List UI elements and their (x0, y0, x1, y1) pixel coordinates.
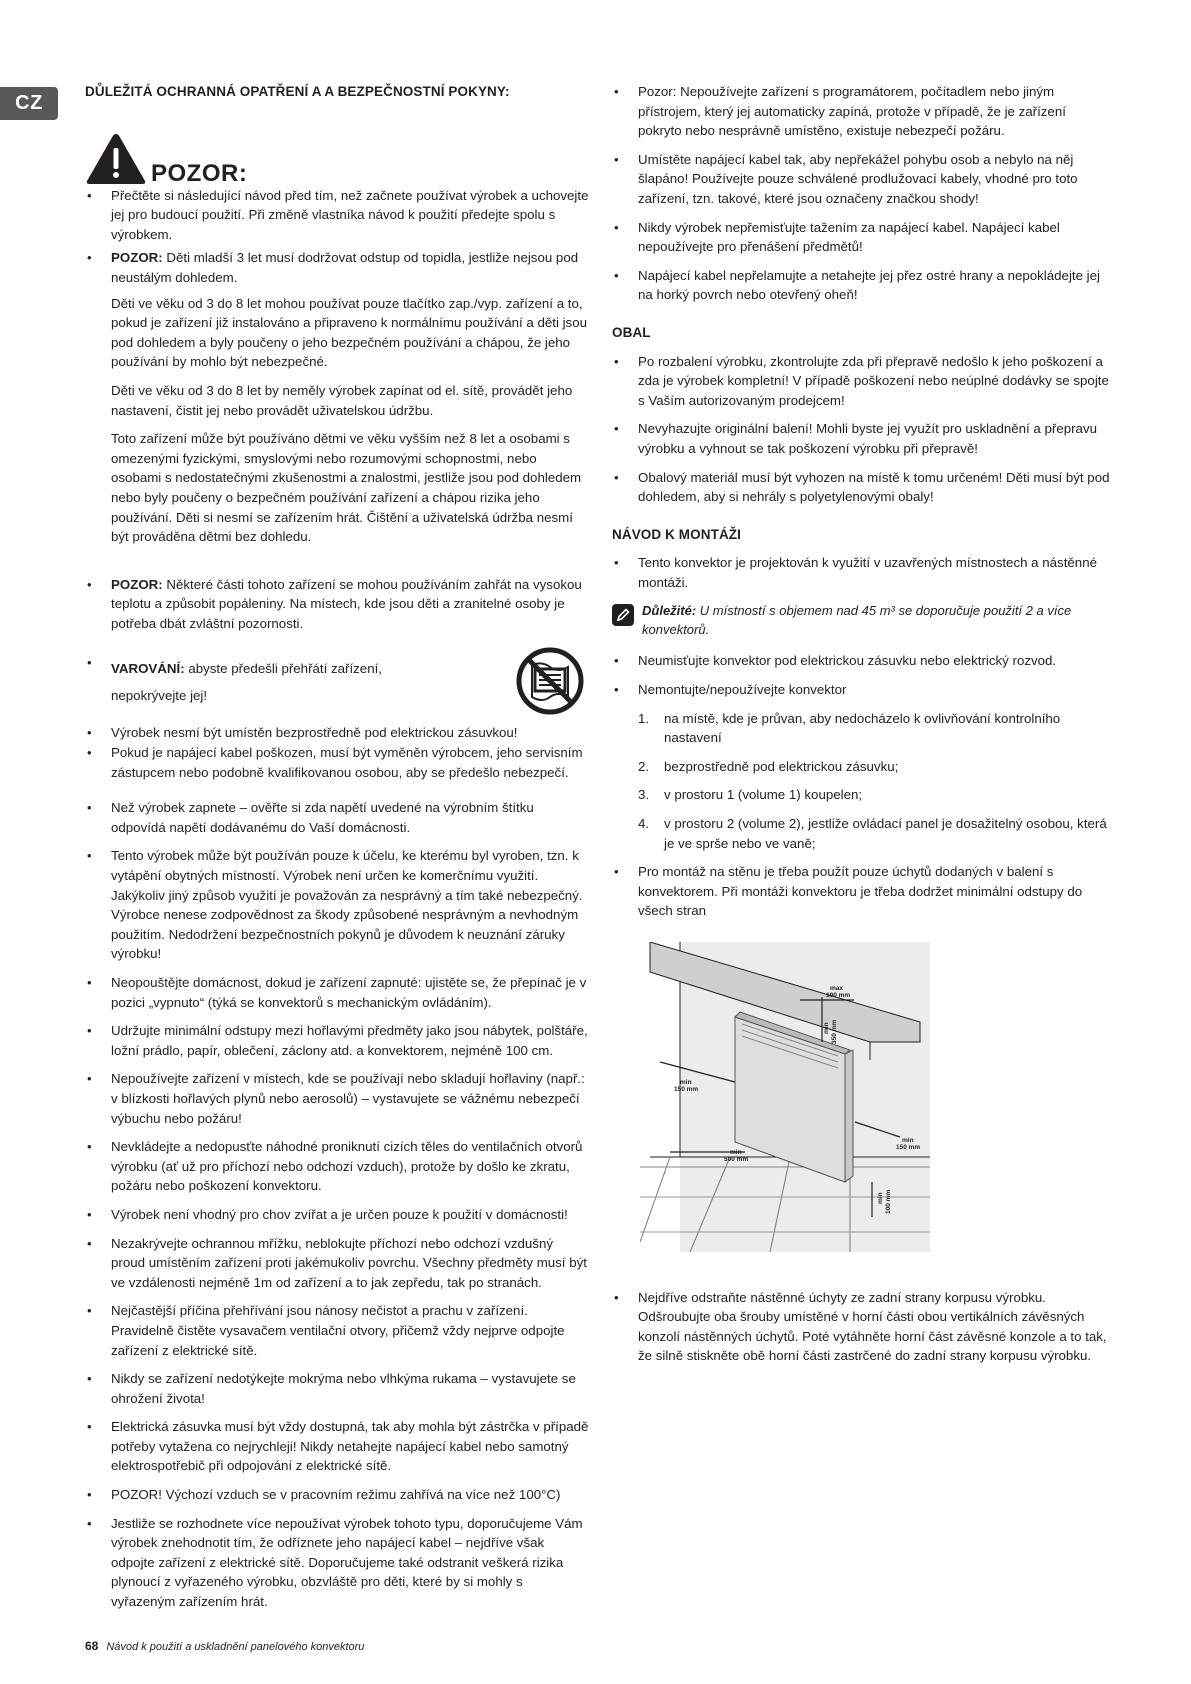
numbered-item (638, 757, 1112, 777)
do-not-cover-icon (516, 647, 584, 715)
item-number: 1. (638, 710, 650, 726)
list-item: • Nikdy se zařízení nedotýkejte mokrýma nebo vlhkýma rukama – vystavujete se ohrožení života! (85, 1369, 590, 1408)
list-item: • Pro montáž na stěnu je třeba použít pouze úchytů dodaných v balení s konvektorem. Při montáži konvektoru je třeba dodržet minimální odstupy do všech stran (612, 862, 1112, 921)
list-item: • Tento konvektor je projektován k využití v uzavřených místnostech a nástěnné montáži. (612, 553, 1112, 592)
list-text: nepokrývejte jej! (111, 688, 208, 704)
list-item: • Udržujte minimální odstupy mezi hořlavými předměty jako jsou nábytek, polštáře, ložní prádlo, papír, oblečení, záclony atd. a konvektorem, nejméně 100 cm. (85, 1021, 590, 1060)
list-item: • Pokud je napájecí kabel poškozen, musí být vyměněn výrobcem, jeho servisním zástupcem nebo podobně kvalifikovanou osobou, aby se předešlo nebezpečí. (85, 743, 590, 782)
numbered-item (638, 785, 1112, 805)
label-right-distance: 150 mm (896, 1144, 921, 1151)
list-item: • Neopouštějte domácnost, dokud je zařízení zapnuté: ujistěte se, že přepínač je v pozici „vypnuto“ (týká se konvektorů s mechanickým ovládáním). (85, 973, 590, 1012)
label-min-left: min (680, 1079, 692, 1086)
packaging-heading: OBAL (612, 324, 651, 340)
list-item: • Nepoužívejte zařízení v místech, kde se používají nebo skladují hořlaviny (např.: v blízkosti hořlavých plynů nebo aerosolů) – vystavujete se vážnému nebezpečí výbuchu nebo požáru! (85, 1069, 590, 1128)
list-item: • Nejčastější příčina přehřívání jsou nánosy nečistot a prachu v zařízení. Pravidelně čistěte vysavačem ventilační otvory, přičemž vždy nejprve odpojte zařízení z elektrické sítě. (85, 1301, 590, 1360)
list-item: • Přečtěte si následující návod před tím, než začnete používat výrobek a uchovejte jej pro budoucí použití. Při změně vlastníka návod k použití předejte spolu s výrobkem. (85, 186, 590, 245)
list-item (85, 653, 590, 705)
numbered-list (612, 709, 1112, 854)
list-text: Děti mladší 3 let musí dodržovat odstup od topidla, jestliže nejsou pod neustálým dohledem. (111, 250, 579, 285)
list-item: • Elektrická zásuvka musí být vždy dostupná, tak aby mohla být zástrčka v případě potřeby vytažena co nejrychleji! Nikdy netahejte napájecí kabel nebo samotný elektrospotřebič při odpojování z elektrické sítě. (85, 1417, 590, 1476)
safety-heading: DŮLEŽITÁ OCHRANNÁ OPATŘENÍ A A BEZPEČNOSTNÍ POKYNY: (85, 84, 510, 99)
list-item: • Neumisťujte konvektor pod elektrickou zásuvku nebo elektrický rozvod. (612, 651, 1112, 671)
list-item: • Nemontujte/nepoužívejte konvektor (612, 680, 1112, 700)
warning-title: POZOR: (151, 160, 248, 187)
left-column (85, 82, 590, 1621)
packaging-list (612, 352, 1112, 507)
installation-list-2 (612, 651, 1112, 699)
note-text: U místností s objemem nad 45 m³ se doporučuje použití 2 a více konvektorů. (642, 603, 1072, 638)
clearance-diagram (640, 942, 970, 1252)
page-footer (85, 1639, 364, 1653)
list-item: • Pozor: Nepoužívejte zařízení s programátorem, počítadlem nebo jiným přístrojem, který jej automaticky zapíná, protože v případě, že je zařízení pokryto nebo nesprávně umístěno, existuje nebezpečí požáru. (612, 82, 1112, 141)
list-text: Některé části tohoto zařízení se mohou používáním zahřát na vysokou teplotu a způsobit popáleniny. Na místech, kde jsou děti a zranitelné osoby je potřeba dbát zvláštní pozornosti. (111, 576, 582, 631)
label-front-distance: 500 mm (724, 1156, 749, 1163)
bold-label: POZOR: (111, 576, 163, 592)
label-top-distance: 350 mm (831, 1019, 838, 1044)
item-text: v prostoru 2 (volume 2), jestliže ovládací panel je dosažitelný osobou, která je ve sprše nebo ve vaně; (664, 816, 1107, 851)
label-min-right: min (902, 1137, 914, 1144)
warning-triangle-icon (85, 132, 147, 186)
list-item: • Nejdříve odstraňte nástěnné úchyty ze zadní strany korpusu výrobku. Odšroubujte oba šrouby umístěné v horní části obou vertikálních závěsných konzolí nástěnných úchytů. Poté vytáhněte horní část závěsné konzole a to tak, že silně stiskněte obě horní části zastrčené do zadní strany korpusu výrobku. (612, 1288, 1112, 1366)
safety-list-4 (85, 798, 590, 1611)
list-item (85, 575, 590, 634)
list-text: abyste předešli přehřátí zařízení, (184, 661, 382, 677)
list-item: • Tento výrobek může být používán pouze k účelu, ke kterému byl vyroben, tzn. k vytápění obytných místností. Výrobek není určen ke komerčnímu využití. Jakýkoliv jiný způsob využití je považován za nesprávný a tím také nebezpečný. Výrobce nenese zodpovědnost za škody způsobené nesprávným a nevhodným použitím. Nedodržení bezpečnostních pokynů je důvodem k neuznání záruky výrobku! (85, 846, 590, 964)
list-item: • Umístěte napájecí kabel tak, aby nepřekážel pohybu osob a nebylo na něj šlapáno! Používejte pouze schválené prodlužovací kabely, vhodné pro toto zařízení, tzn. takové, které jsou označeny značkou shody! (612, 150, 1112, 209)
list-item: • Než výrobek zapnete – ověřte si zda napětí uvedené na výrobním štítku odpovídá napětí dodávanému do Vaší domácnosti. (85, 798, 590, 837)
safety-list-2 (85, 575, 590, 706)
label-min-front: min (730, 1149, 742, 1156)
installation-list-4 (612, 1288, 1112, 1366)
installation-list-1 (612, 553, 1112, 592)
list-item: • POZOR! Výchozí vzduch se v pracovním režimu zahřívá na více než 100°C) (85, 1485, 590, 1505)
label-floor-distance: 100 mm (885, 1189, 892, 1214)
item-text: bezprostředně pod elektrickou zásuvku; (664, 758, 899, 774)
numbered-item (638, 814, 1112, 853)
item-number: 3. (638, 787, 650, 803)
safety-list-3 (85, 723, 590, 782)
list-item (85, 248, 590, 287)
list-item: • Po rozbalení výrobku, zkontrolujte zda při přepravě nedošlo k jeho poškození a zda je výrobek kompletní! V případě poškození nebo neúplné dodávky se spojte s Vaším autorizovaným prodejcem! (612, 352, 1112, 411)
bold-label: POZOR: (111, 250, 163, 266)
numbered-item (638, 709, 1112, 748)
item-text: na místě, kde je průvan, aby nedocházelo k ovlivňování kontrolního nastavení (664, 710, 1061, 746)
pencil-note-icon (612, 604, 634, 626)
page-number: 68 (85, 1639, 99, 1653)
list-item: • Jestliže se rozhodnete více nepoužívat výrobek tohoto typu, doporučujeme Vám výrobek znehodnotit tím, že odříznete jeho napájecí kabel – nejdříve však odpojte zařízení z elektrické sítě. Doporučujeme také odstranit veškerá rizika plynoucí z vyřazeného výrobku, obzvláště pro děti, které by si mohly s vyřazeným zařízením hrát. (85, 1514, 590, 1612)
list-item: • Obalový materiál musí být vyhozen na místě k tomu určeném! Děti musí být pod dohledem, aby si nehrály s polyetylenovými obaly! (612, 468, 1112, 507)
list-item: • Nevyhazujte originální balení! Mohli byste jej využít pro uskladnění a přepravu výrobku a vyhnout se tak poškození výrobku při přepravě! (612, 419, 1112, 458)
warning-block (85, 132, 590, 186)
safety-list-1 (85, 186, 590, 288)
list-item: • Nezakrývejte ochrannou mřížku, neblokujte příchozí nebo odchozí vzdušný proud umístěním zařízení proti jakémukoliv povrchu. Všechny předměty musí být ve vzdálenosti nejméně 1m od zařízení a to jak zepředu, tak po stranách. (85, 1234, 590, 1293)
paragraph: Děti ve věku od 3 do 8 let mohou používat pouze tlačítko zap./vyp. zařízení a to, pokud je zařízení již instalováno a připraveno k normálnímu používání a děti jsou pod dohledem a byly poučeny o jeho bezpečném používání a chápou, že jeho používání by mohlo být nebezpečné. (111, 295, 588, 370)
installation-heading: NÁVOD K MONTÁŽI (612, 526, 741, 542)
list-item: • Výrobek nesmí být umístěn bezprostředně pod elektrickou zásuvkou! (85, 723, 590, 743)
language-tab: CZ (0, 87, 58, 120)
installation-list-3 (612, 862, 1112, 921)
label-shelf-distance: 100 mm (826, 992, 851, 999)
item-number: 2. (638, 758, 650, 774)
list-item: • Nevkládejte a nedopusťte náhodné proniknutí cizích těles do ventilačních otvorů výrobku (ať už pro příchozí nebo odchozí vzduch), protože by došlo ke zkratu, požáru nebo poškození konvektoru. (85, 1137, 590, 1196)
list-item: • Napájecí kabel nepřelamujte a netahejte jej přez ostré hrany a nepokládejte jej na horký povrch nebo otevřený oheň! (612, 266, 1112, 305)
bold-label: VAROVÁNÍ: (111, 661, 185, 677)
paragraph: Toto zařízení může být používáno dětmi ve věku vyšším než 8 let a osobami s omezenými fyzickými, smyslovými nebo rozumovými schopnostmi, nebo osobami s nedostatečnými zkušenostmi a znalostmi, jestliže jsou pod dohledem nebo byly poučeny o bezpečném používání zařízení a chápou rizika jeho používání. Děti si nesmí se zařízením hrát. Čištění a uživatelská údržba nesmí být prováděna dětmi bez dohledu. (111, 431, 582, 545)
list-item: • Nikdy výrobek nepřemisťujte tažením za napájecí kabel. Napájecí kabel nepoužívejte pro přenášení předmětů! (612, 218, 1112, 257)
safety-list-5 (612, 82, 1112, 305)
label-max: max (830, 985, 844, 992)
footer-title: Návod k použití a uskladnění panelového konvektoru (106, 1641, 365, 1653)
item-text: v prostoru 1 (volume 1) koupelen; (664, 787, 863, 803)
note-label: Důležité: (642, 603, 697, 619)
right-column (612, 82, 1112, 1375)
label-min-floor: min (877, 1192, 884, 1204)
important-note (612, 601, 1112, 639)
label-min-top: min (823, 1022, 830, 1034)
paragraph: Děti ve věku od 3 do 8 let by neměly výrobek zapínat od el. sítě, provádět jeho nastavení, čistit jej nebo provádět uživatelskou údržbu. (111, 382, 573, 418)
item-number: 4. (638, 816, 650, 832)
list-item: • Výrobek není vhodný pro chov zvířat a je určen pouze k použití v domácnosti! (85, 1205, 590, 1225)
label-left-distance: 150 mm (674, 1086, 699, 1093)
